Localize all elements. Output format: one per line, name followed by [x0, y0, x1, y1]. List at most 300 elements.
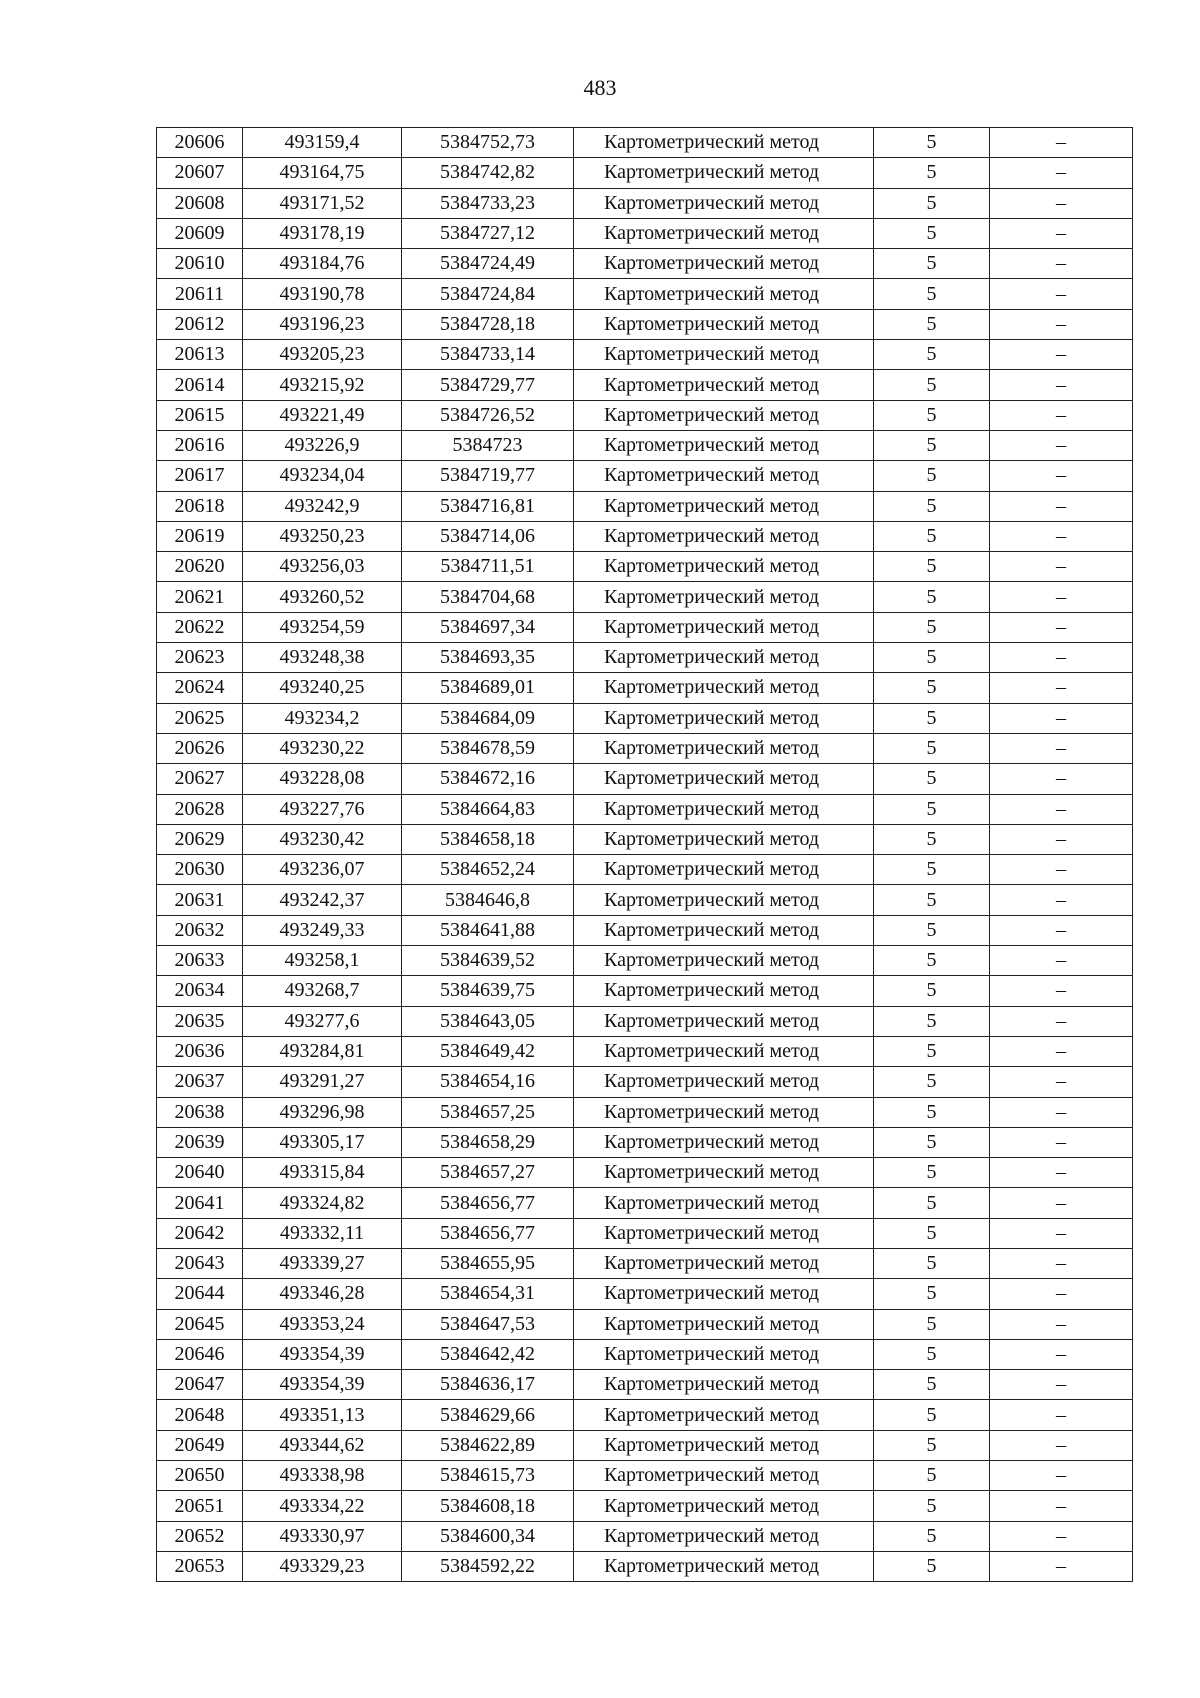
page-number: 483 [583, 75, 617, 100]
x-coordinate-cell: 493248,38 [243, 643, 402, 673]
method-cell: Картометрический метод [574, 128, 874, 158]
x-coordinate-cell: 493332,11 [243, 1218, 402, 1248]
x-coordinate-cell: 493277,6 [243, 1006, 402, 1036]
y-coordinate-cell: 5384714,06 [402, 521, 574, 551]
dash-cell: – [990, 1218, 1133, 1248]
table-row [157, 855, 1133, 885]
y-coordinate-cell: 5384629,66 [402, 1400, 574, 1430]
y-coordinate-cell: 5384652,24 [402, 855, 574, 885]
x-coordinate-cell: 493324,82 [243, 1188, 402, 1218]
dash-cell: – [990, 1400, 1133, 1430]
dash-cell: – [990, 976, 1133, 1006]
method-cell: Картометрический метод [574, 521, 874, 551]
method-cell: Картометрический метод [574, 1551, 874, 1581]
x-coordinate-cell: 493330,97 [243, 1521, 402, 1551]
method-cell: Картометрический метод [574, 309, 874, 339]
x-coordinate-cell: 493256,03 [243, 552, 402, 582]
dash-cell: – [990, 1279, 1133, 1309]
y-coordinate-cell: 5384672,16 [402, 764, 574, 794]
point-number-cell: 20650 [157, 1461, 243, 1491]
method-cell: Картометрический метод [574, 915, 874, 945]
point-number-cell: 20607 [157, 158, 243, 188]
y-coordinate-cell: 5384684,09 [402, 703, 574, 733]
table-row [157, 279, 1133, 309]
accuracy-cell: 5 [874, 1309, 990, 1339]
table-row [157, 764, 1133, 794]
method-cell: Картометрический метод [574, 1218, 874, 1248]
accuracy-cell: 5 [874, 1158, 990, 1188]
point-number-cell: 20626 [157, 733, 243, 763]
x-coordinate-cell: 493354,39 [243, 1370, 402, 1400]
method-cell: Картометрический метод [574, 885, 874, 915]
accuracy-cell: 5 [874, 1248, 990, 1278]
method-cell: Картометрический метод [574, 400, 874, 430]
point-number-cell: 20651 [157, 1491, 243, 1521]
x-coordinate-cell: 493236,07 [243, 855, 402, 885]
y-coordinate-cell: 5384704,68 [402, 582, 574, 612]
point-number-cell: 20627 [157, 764, 243, 794]
point-number-cell: 20625 [157, 703, 243, 733]
table-row [157, 521, 1133, 551]
accuracy-cell: 5 [874, 309, 990, 339]
table-row [157, 1461, 1133, 1491]
method-cell: Картометрический метод [574, 1279, 874, 1309]
y-coordinate-cell: 5384656,77 [402, 1218, 574, 1248]
dash-cell: – [990, 1006, 1133, 1036]
accuracy-cell: 5 [874, 673, 990, 703]
method-cell: Картометрический метод [574, 552, 874, 582]
accuracy-cell: 5 [874, 430, 990, 460]
y-coordinate-cell: 5384657,25 [402, 1097, 574, 1127]
y-coordinate-cell: 5384639,52 [402, 946, 574, 976]
accuracy-cell: 5 [874, 1036, 990, 1066]
point-number-cell: 20649 [157, 1430, 243, 1460]
accuracy-cell: 5 [874, 1127, 990, 1157]
point-number-cell: 20634 [157, 976, 243, 1006]
dash-cell: – [990, 582, 1133, 612]
accuracy-cell: 5 [874, 1521, 990, 1551]
point-number-cell: 20614 [157, 370, 243, 400]
y-coordinate-cell: 5384643,05 [402, 1006, 574, 1036]
accuracy-cell: 5 [874, 733, 990, 763]
table-row [157, 1339, 1133, 1369]
y-coordinate-cell: 5384697,34 [402, 612, 574, 642]
y-coordinate-cell: 5384726,52 [402, 400, 574, 430]
x-coordinate-cell: 493284,81 [243, 1036, 402, 1066]
point-number-cell: 20637 [157, 1067, 243, 1097]
table-row [157, 1036, 1133, 1066]
dash-cell: – [990, 552, 1133, 582]
dash-cell: – [990, 1491, 1133, 1521]
y-coordinate-cell: 5384592,22 [402, 1551, 574, 1581]
method-cell: Картометрический метод [574, 1491, 874, 1521]
x-coordinate-cell: 493196,23 [243, 309, 402, 339]
point-number-cell: 20611 [157, 279, 243, 309]
method-cell: Картометрический метод [574, 643, 874, 673]
accuracy-cell: 5 [874, 794, 990, 824]
dash-cell: – [990, 1097, 1133, 1127]
y-coordinate-cell: 5384689,01 [402, 673, 574, 703]
table-row [157, 794, 1133, 824]
method-cell: Картометрический метод [574, 279, 874, 309]
point-number-cell: 20617 [157, 461, 243, 491]
point-number-cell: 20609 [157, 218, 243, 248]
table-row [157, 158, 1133, 188]
method-cell: Картометрический метод [574, 1309, 874, 1339]
table-row [157, 946, 1133, 976]
method-cell: Картометрический метод [574, 218, 874, 248]
accuracy-cell: 5 [874, 188, 990, 218]
dash-cell: – [990, 430, 1133, 460]
accuracy-cell: 5 [874, 915, 990, 945]
y-coordinate-cell: 5384639,75 [402, 976, 574, 1006]
method-cell: Картометрический метод [574, 764, 874, 794]
point-number-cell: 20618 [157, 491, 243, 521]
dash-cell: – [990, 855, 1133, 885]
method-cell: Картометрический метод [574, 1188, 874, 1218]
method-cell: Картометрический метод [574, 158, 874, 188]
y-coordinate-cell: 5384678,59 [402, 733, 574, 763]
point-number-cell: 20606 [157, 128, 243, 158]
y-coordinate-cell: 5384647,53 [402, 1309, 574, 1339]
accuracy-cell: 5 [874, 218, 990, 248]
y-coordinate-cell: 5384693,35 [402, 643, 574, 673]
dash-cell: – [990, 1430, 1133, 1460]
y-coordinate-cell: 5384752,73 [402, 128, 574, 158]
point-number-cell: 20620 [157, 552, 243, 582]
accuracy-cell: 5 [874, 1339, 990, 1369]
dash-cell: – [990, 1370, 1133, 1400]
y-coordinate-cell: 5384656,77 [402, 1188, 574, 1218]
dash-cell: – [990, 1339, 1133, 1369]
x-coordinate-cell: 493234,2 [243, 703, 402, 733]
accuracy-cell: 5 [874, 400, 990, 430]
table-row [157, 703, 1133, 733]
table-row [157, 249, 1133, 279]
x-coordinate-cell: 493164,75 [243, 158, 402, 188]
method-cell: Картометрический метод [574, 582, 874, 612]
accuracy-cell: 5 [874, 1491, 990, 1521]
table-row [157, 1430, 1133, 1460]
method-cell: Картометрический метод [574, 188, 874, 218]
x-coordinate-cell: 493184,76 [243, 249, 402, 279]
table-row [157, 1521, 1133, 1551]
accuracy-cell: 5 [874, 612, 990, 642]
y-coordinate-cell: 5384646,8 [402, 885, 574, 915]
accuracy-cell: 5 [874, 491, 990, 521]
x-coordinate-cell: 493242,9 [243, 491, 402, 521]
accuracy-cell: 5 [874, 249, 990, 279]
x-coordinate-cell: 493159,4 [243, 128, 402, 158]
y-coordinate-cell: 5384658,18 [402, 824, 574, 854]
table-row [157, 1158, 1133, 1188]
x-coordinate-cell: 493250,23 [243, 521, 402, 551]
method-cell: Картометрический метод [574, 976, 874, 1006]
point-number-cell: 20640 [157, 1158, 243, 1188]
method-cell: Картометрический метод [574, 491, 874, 521]
accuracy-cell: 5 [874, 1461, 990, 1491]
accuracy-cell: 5 [874, 855, 990, 885]
table-row [157, 1067, 1133, 1097]
x-coordinate-cell: 493178,19 [243, 218, 402, 248]
method-cell: Картометрический метод [574, 1036, 874, 1066]
x-coordinate-cell: 493227,76 [243, 794, 402, 824]
y-coordinate-cell: 5384636,17 [402, 1370, 574, 1400]
dash-cell: – [990, 1551, 1133, 1581]
dash-cell: – [990, 1248, 1133, 1278]
accuracy-cell: 5 [874, 128, 990, 158]
point-number-cell: 20616 [157, 430, 243, 460]
point-number-cell: 20647 [157, 1370, 243, 1400]
table-row [157, 1370, 1133, 1400]
table-row [157, 309, 1133, 339]
y-coordinate-cell: 5384724,49 [402, 249, 574, 279]
method-cell: Картометрический метод [574, 370, 874, 400]
accuracy-cell: 5 [874, 1218, 990, 1248]
y-coordinate-cell: 5384716,81 [402, 491, 574, 521]
point-number-cell: 20619 [157, 521, 243, 551]
accuracy-cell: 5 [874, 1188, 990, 1218]
table-row [157, 1309, 1133, 1339]
method-cell: Картометрический метод [574, 1248, 874, 1278]
point-number-cell: 20621 [157, 582, 243, 612]
table-row [157, 1279, 1133, 1309]
dash-cell: – [990, 885, 1133, 915]
method-cell: Картометрический метод [574, 430, 874, 460]
point-number-cell: 20624 [157, 673, 243, 703]
point-number-cell: 20631 [157, 885, 243, 915]
dash-cell: – [990, 249, 1133, 279]
x-coordinate-cell: 493258,1 [243, 946, 402, 976]
point-number-cell: 20639 [157, 1127, 243, 1157]
y-coordinate-cell: 5384664,83 [402, 794, 574, 824]
y-coordinate-cell: 5384654,31 [402, 1279, 574, 1309]
y-coordinate-cell: 5384655,95 [402, 1248, 574, 1278]
x-coordinate-cell: 493228,08 [243, 764, 402, 794]
dash-cell: – [990, 158, 1133, 188]
point-number-cell: 20608 [157, 188, 243, 218]
method-cell: Картометрический метод [574, 1461, 874, 1491]
point-number-cell: 20642 [157, 1218, 243, 1248]
point-number-cell: 20643 [157, 1248, 243, 1278]
y-coordinate-cell: 5384724,84 [402, 279, 574, 309]
point-number-cell: 20629 [157, 824, 243, 854]
table-row [157, 1188, 1133, 1218]
accuracy-cell: 5 [874, 521, 990, 551]
accuracy-cell: 5 [874, 703, 990, 733]
table-row [157, 218, 1133, 248]
y-coordinate-cell: 5384728,18 [402, 309, 574, 339]
method-cell: Картометрический метод [574, 673, 874, 703]
table-row [157, 188, 1133, 218]
coordinates-table-body [157, 128, 1133, 1582]
dash-cell: – [990, 340, 1133, 370]
point-number-cell: 20645 [157, 1309, 243, 1339]
method-cell: Картометрический метод [574, 249, 874, 279]
y-coordinate-cell: 5384733,14 [402, 340, 574, 370]
point-number-cell: 20646 [157, 1339, 243, 1369]
x-coordinate-cell: 493215,92 [243, 370, 402, 400]
dash-cell: – [990, 764, 1133, 794]
table-row [157, 552, 1133, 582]
y-coordinate-cell: 5384608,18 [402, 1491, 574, 1521]
dash-cell: – [990, 1521, 1133, 1551]
point-number-cell: 20632 [157, 915, 243, 945]
dash-cell: – [990, 794, 1133, 824]
accuracy-cell: 5 [874, 946, 990, 976]
x-coordinate-cell: 493240,25 [243, 673, 402, 703]
x-coordinate-cell: 493268,7 [243, 976, 402, 1006]
x-coordinate-cell: 493249,33 [243, 915, 402, 945]
table-row [157, 976, 1133, 1006]
x-coordinate-cell: 493339,27 [243, 1248, 402, 1278]
accuracy-cell: 5 [874, 552, 990, 582]
x-coordinate-cell: 493334,22 [243, 1491, 402, 1521]
dash-cell: – [990, 824, 1133, 854]
x-coordinate-cell: 493221,49 [243, 400, 402, 430]
point-number-cell: 20635 [157, 1006, 243, 1036]
dash-cell: – [990, 733, 1133, 763]
x-coordinate-cell: 493315,84 [243, 1158, 402, 1188]
x-coordinate-cell: 493291,27 [243, 1067, 402, 1097]
y-coordinate-cell: 5384641,88 [402, 915, 574, 945]
x-coordinate-cell: 493354,39 [243, 1339, 402, 1369]
accuracy-cell: 5 [874, 1097, 990, 1127]
x-coordinate-cell: 493329,23 [243, 1551, 402, 1581]
dash-cell: – [990, 370, 1133, 400]
method-cell: Картометрический метод [574, 1430, 874, 1460]
point-number-cell: 20622 [157, 612, 243, 642]
method-cell: Картометрический метод [574, 1400, 874, 1430]
method-cell: Картометрический метод [574, 1339, 874, 1369]
table-row [157, 582, 1133, 612]
table-row [157, 400, 1133, 430]
point-number-cell: 20652 [157, 1521, 243, 1551]
accuracy-cell: 5 [874, 1430, 990, 1460]
accuracy-cell: 5 [874, 885, 990, 915]
accuracy-cell: 5 [874, 1400, 990, 1430]
y-coordinate-cell: 5384642,42 [402, 1339, 574, 1369]
table-row [157, 1551, 1133, 1581]
dash-cell: – [990, 612, 1133, 642]
table-row [157, 461, 1133, 491]
dash-cell: – [990, 673, 1133, 703]
accuracy-cell: 5 [874, 1067, 990, 1097]
table-row [157, 1127, 1133, 1157]
table-row [157, 673, 1133, 703]
accuracy-cell: 5 [874, 1370, 990, 1400]
dash-cell: – [990, 1461, 1133, 1491]
method-cell: Картометрический метод [574, 1158, 874, 1188]
table-row [157, 885, 1133, 915]
x-coordinate-cell: 493171,52 [243, 188, 402, 218]
y-coordinate-cell: 5384615,73 [402, 1461, 574, 1491]
method-cell: Картометрический метод [574, 855, 874, 885]
table-row [157, 733, 1133, 763]
y-coordinate-cell: 5384658,29 [402, 1127, 574, 1157]
point-number-cell: 20641 [157, 1188, 243, 1218]
point-number-cell: 20633 [157, 946, 243, 976]
method-cell: Картометрический метод [574, 1370, 874, 1400]
dash-cell: – [990, 1067, 1133, 1097]
method-cell: Картометрический метод [574, 461, 874, 491]
point-number-cell: 20613 [157, 340, 243, 370]
x-coordinate-cell: 493234,04 [243, 461, 402, 491]
method-cell: Картометрический метод [574, 1521, 874, 1551]
table-row [157, 1491, 1133, 1521]
table-row [157, 824, 1133, 854]
dash-cell: – [990, 915, 1133, 945]
x-coordinate-cell: 493351,13 [243, 1400, 402, 1430]
x-coordinate-cell: 493346,28 [243, 1279, 402, 1309]
accuracy-cell: 5 [874, 1006, 990, 1036]
table-row [157, 1218, 1133, 1248]
dash-cell: – [990, 1158, 1133, 1188]
x-coordinate-cell: 493260,52 [243, 582, 402, 612]
table-row [157, 1400, 1133, 1430]
dash-cell: – [990, 491, 1133, 521]
y-coordinate-cell: 5384742,82 [402, 158, 574, 188]
point-number-cell: 20623 [157, 643, 243, 673]
table-row [157, 1097, 1133, 1127]
coordinates-table [156, 127, 1133, 1582]
y-coordinate-cell: 5384622,89 [402, 1430, 574, 1460]
accuracy-cell: 5 [874, 1279, 990, 1309]
method-cell: Картометрический метод [574, 1006, 874, 1036]
table-row [157, 491, 1133, 521]
y-coordinate-cell: 5384711,51 [402, 552, 574, 582]
point-number-cell: 20612 [157, 309, 243, 339]
y-coordinate-cell: 5384600,34 [402, 1521, 574, 1551]
dash-cell: – [990, 643, 1133, 673]
method-cell: Картометрический метод [574, 824, 874, 854]
dash-cell: – [990, 521, 1133, 551]
accuracy-cell: 5 [874, 764, 990, 794]
accuracy-cell: 5 [874, 158, 990, 188]
x-coordinate-cell: 493344,62 [243, 1430, 402, 1460]
y-coordinate-cell: 5384733,23 [402, 188, 574, 218]
point-number-cell: 20630 [157, 855, 243, 885]
accuracy-cell: 5 [874, 461, 990, 491]
x-coordinate-cell: 493190,78 [243, 279, 402, 309]
x-coordinate-cell: 493254,59 [243, 612, 402, 642]
y-coordinate-cell: 5384727,12 [402, 218, 574, 248]
x-coordinate-cell: 493205,23 [243, 340, 402, 370]
x-coordinate-cell: 493242,37 [243, 885, 402, 915]
point-number-cell: 20615 [157, 400, 243, 430]
table-row [157, 128, 1133, 158]
x-coordinate-cell: 493296,98 [243, 1097, 402, 1127]
table-row [157, 340, 1133, 370]
method-cell: Картометрический метод [574, 733, 874, 763]
table-row [157, 643, 1133, 673]
dash-cell: – [990, 1127, 1133, 1157]
table-row [157, 370, 1133, 400]
point-number-cell: 20638 [157, 1097, 243, 1127]
y-coordinate-cell: 5384729,77 [402, 370, 574, 400]
accuracy-cell: 5 [874, 370, 990, 400]
table-row [157, 915, 1133, 945]
dash-cell: – [990, 128, 1133, 158]
method-cell: Картометрический метод [574, 340, 874, 370]
method-cell: Картометрический метод [574, 794, 874, 824]
dash-cell: – [990, 703, 1133, 733]
table-row [157, 612, 1133, 642]
dash-cell: – [990, 279, 1133, 309]
x-coordinate-cell: 493230,22 [243, 733, 402, 763]
point-number-cell: 20628 [157, 794, 243, 824]
dash-cell: – [990, 1188, 1133, 1218]
